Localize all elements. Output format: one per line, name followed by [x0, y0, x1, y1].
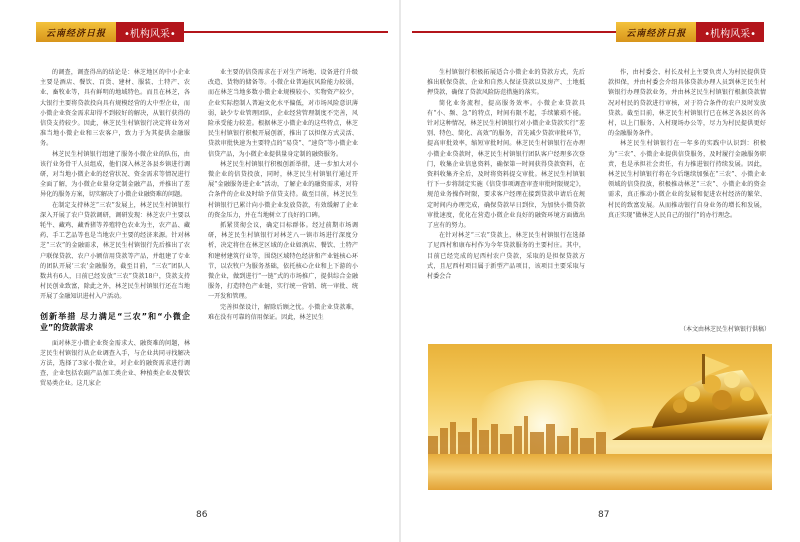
paragraph: 抓紧贯彻会议，确定目标群体。经过前期市场调研，林芝民生村镇银行对林芝八一镇市场进行深度分析，决定将住在林芝区域的企业如酒店、餐饮、土特产和建材建筑行业等，围绕区域特色经济和产业链核心环节，以农牧户为服务基础，依托核心企业和上下游的小微企业，做到进行“一链”式的市场推广，提供综合金融服务，打造特色产业链，实行统一营销、统一审批、统一开发和管理。	[208, 222, 358, 301]
paragraph: 林芝民生村镇银行在一年多的实践中认识到：积极为“三农”、小微企业提供信贷服务，及时履行金融服务职责，也是承担社会责任，有力推进银行持续发展。因此，林芝民生村镇银行将在今后继续加强在“三农”、小微企业领域的信贷投放，积极推动林芝“三农”、小微企业的资金需求，真正推动小微企业的发展和促进农村经济的繁荣、村民的致富发展。从而推动银行自身业务的增长和发展，真正实现“做林芝人民自己的银行”的办行理念。	[608, 140, 766, 219]
paragraph: 业主要的信贷需求在于对生产场地、设备进行升级改造、货物的储备等。小微企业普遍抗风险能力较弱，而在林芝当地多数小微企业规模较小、实物资产较少，企业实际控制人普遍文化水平偏低，对市场风险意识薄弱，缺少专业管理团队，企业经营管理制度不完善，风险承受能力较差。根据林芝小微企业的这些特点，林芝民生村镇银行积极开展创新，推出了以担保方式灵活、贷款审批快速为主要特点的“易贷”、“速贷”等小微企业信贷产品，为小微企业提供量身定制的融资服务。	[208, 69, 358, 158]
paragraph: 作，由村委会、村长及村上主要负责人为村民提供贷款担保，并由村委会介绍具体贷款办理人员到林芝民生村镇银行办理贷款业务，并由林芝民生村镇银行根据贷款情况对村民的贷款进行审核，对于符合条件的农户及时发放贷款。截至目前，林芝民生村镇银行已在林芝各县区的各村，以上门服务、入村现场办公等，尽力为村民提供更好的金融服务条件。	[608, 69, 766, 138]
section-heading: 创新举措 尽力满足“三农”和“小微企业”的贷款需求	[40, 311, 190, 332]
section-label: •机构风采•	[696, 22, 764, 42]
header-right	[616, 22, 764, 42]
column-3	[427, 68, 585, 282]
paragraph: 在制定支持林芝“三农”发展上，林芝民生村镇银行深入开展了农户贷款调研，调研发现：林芝农户主要以牦牛、藏鸡、藏香猪等养殖特色农业为主，农产品、藏药、手工艺品等也是当地农户主要的经济来源。针对林芝“三农”的金融需求，林芝民生村镇银行先后推出了农户联保贷款、农户小额信用贷款等产品，并组建了专业的团队开展‘三农’金融服务，截至目前，“三农”团队人数共有6人，日前已经发放“三农”贷款18户，贷款支持村民创业致富，除此之外，林芝民生村镇银行还在当地开展了金融知识进村入户活动。	[40, 201, 190, 301]
page-number-left: 86	[196, 510, 208, 520]
paragraph: 面对林芝小微企业资金需求大、融资难的问题，林芝民生村镇银行从企业调查入手，与企业共同寻找解决方法，选择了3家小微企业，对企业的融资需求进行调查，企业包括农副产品加工类企业、种植类企业及餐饮贸易类企业。这几家企	[40, 339, 190, 388]
column-1	[40, 68, 190, 390]
paragraph: 在针对林芝“三农”贷款上，林芝民生村镇银行在选择了尼西村和康布村作为今年贷款服务的主要村庄。其中，目前已经完成的尼西村农户贷款，采取的是担保贷款方式，且尼西村项目属于新型产品项目，该项目主要采取与村委会合	[427, 232, 585, 281]
article-credit: （本文由林芝民生村镇银行供稿）	[679, 326, 770, 333]
page-number-right: 87	[598, 510, 610, 520]
paragraph: 生村镇银行积极拓展适合小微企业的贷款方式，先后推出联保贷款、企业和自然人保证贷款以及房产、土地抵押贷款，确保了贷款风险防范措施的落实。	[427, 69, 585, 97]
section-label: •机构风采•	[116, 22, 184, 42]
magazine-logo: 云南经济日报	[616, 22, 696, 42]
paragraph: 的调查，调查得出的结论是：林芝地区的中小企业主要是酒店、餐饮、百货、建材、服装、土特产、农业、畜牧业等，具有鲜明的地域特色。而且在林芝，各大银行主要将贷款投向具有规模经营的大中型企业，而小微企业资金需求却得不到较好的解决，从银行获得的信贷支持较少。因此，林芝民生村镇银行决定将业务对准当地小微企业和三农客户，致力于为其提供金融服务。	[40, 69, 190, 148]
golden-city-ship-photo	[428, 344, 772, 490]
treasure-ship-icon	[592, 344, 772, 464]
header-left	[36, 22, 184, 42]
column-4	[608, 68, 766, 221]
magazine-logo: 云南经济日报	[36, 22, 116, 42]
paragraph: 简化业务流程，提高服务效率。小微企业贷款具有“小、频、急”的特点，时间有限不起，手续繁琐不能。针对这种情况，林芝民生村镇银行对小微企业贷款实行“差别、特色、简化、高效”的服务，首先减少贷款审批环节，提高审批效率，缩短审批时间。林芝民生村镇银行在办理小微企业贷款时，林芝民生村镇银行团队客户经理多次登门，收集企业信息资料，确保第一时间获得贷款资料，在资料收集齐全后，及时将资料提交审批。林芝民生村镇银行下一步将制定实施《信贷事项调查审查审批时限规定》，规范业务操作时限，要求客户经理在接到贷款申请后在规定时间内办理完成，确保贷款早日到位，为加快小微贷款审批速度，优化在营造小微企业良好的融资环境方面做出了应有的努力。	[427, 99, 585, 230]
column-2	[208, 68, 358, 323]
paragraph: 林芝民生村镇银行积极创新举措，进一步加大对小微企业的信贷投放，同时，林芝民生村镇银行通过开展“金融服务进企业”活动，了解企业的融资需求，对符合条件的企业及时给予信贷支持。截至目前，林芝民生村镇银行已累计向小微企业发放贷款，有效缓解了企业的资金压力，并在当地树立了良好的口碑。	[208, 160, 358, 219]
paragraph: 完善担保设计，解除后顾之忧。小微企业贷款难，难在没有可靠的信用保证。因此，林芝民生	[208, 303, 358, 321]
paragraph: 林芝民生村镇银行组建了服务小微企业的队伍，由该行业务骨干人员组成，他们深入林芝各县乡镇进行调研，对当地小微企业的经营状况、资金需求等情况进行全面了解，为小微企业量身定制金融产品，并推出了差异化的服务方案，切实解决了小微企业融资难的问题。	[40, 150, 190, 199]
